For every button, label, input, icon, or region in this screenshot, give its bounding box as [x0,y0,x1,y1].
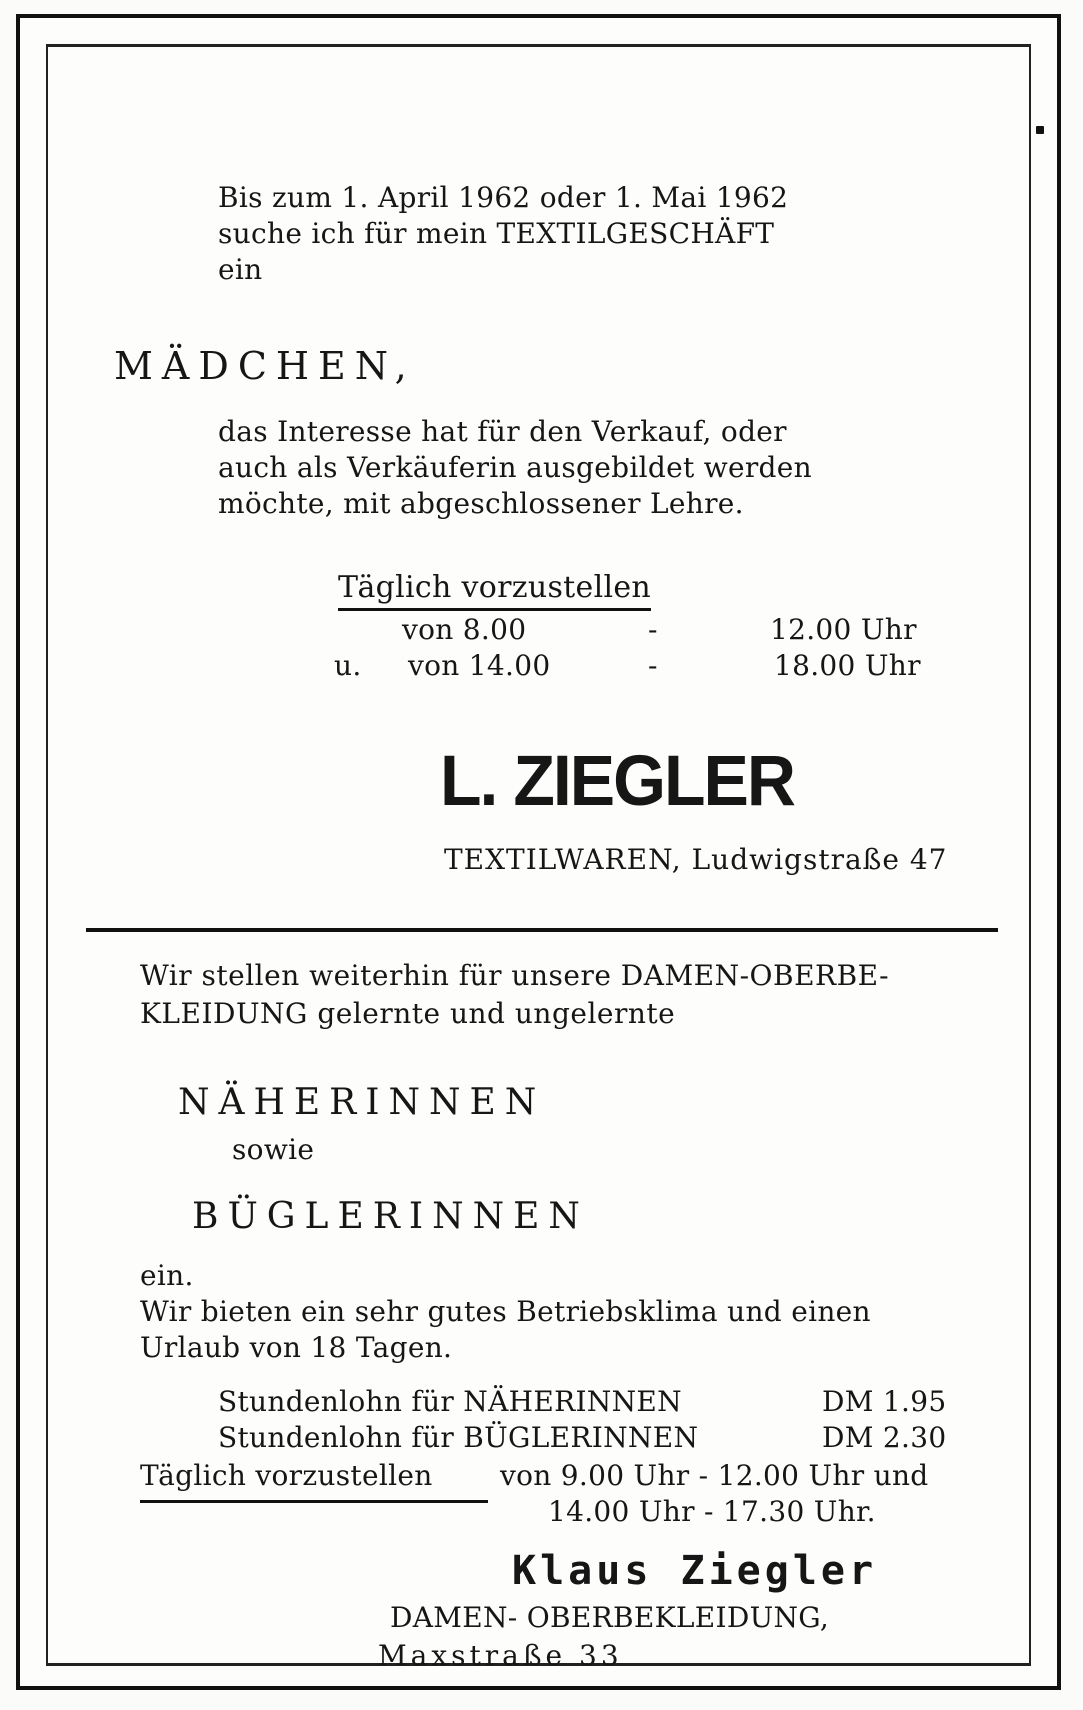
ad2-offer-line-1: ein. [140,1259,194,1292]
ad1-hours-row-2-to: 18.00 Uhr [774,649,921,682]
ad1-intro-line-3: ein [218,253,263,286]
ad2-address: Maxstraße 33 [378,1639,623,1672]
ad1-hours-row-1-to: 12.00 Uhr [770,613,917,646]
ad1-address: TEXTILWAREN, Ludwigstraße 47 [444,843,948,876]
ad1-description-line-2: auch als Verkäuferin ausgebildet werden [218,451,812,484]
ad1-hours-row-1-dash: - [648,613,658,646]
ad2-wage-2-label: Stundenlohn für BÜGLERINNEN [218,1421,699,1454]
ad2-company-name: Klaus Ziegler [512,1548,878,1594]
ad2-role-ironers: BÜGLERINNEN [192,1196,589,1237]
ad2-hours-underline [140,1500,488,1503]
ad2-offer-line-3: Urlaub von 18 Tagen. [140,1331,453,1364]
ad2-intro-line-1: Wir stellen weiterhin für unsere DAMEN-OBERBE- [140,959,890,992]
ad2-hours-line-1: von 9.00 Uhr - 12.00 Uhr und [500,1459,929,1492]
ad1-description-line-1: das Interesse hat für den Verkauf, oder [218,415,787,448]
ad1-intro-line-2: suche ich für mein TEXTILGESCHÄFT [218,217,775,250]
ad1-hours-title: Täglich vorzustellen [338,570,651,611]
ad2-intro-line-2: KLEIDUNG gelernte und ungelernte [140,997,676,1030]
ad2-hours-title: Täglich vorzustellen [140,1459,433,1492]
ad2-role-seamstresses: NÄHERINNEN [178,1082,546,1123]
ad2-wage-1-amount: DM 1.95 [822,1385,947,1418]
section-divider [86,928,998,932]
ad1-hours-row-2-prefix: u. [334,649,362,682]
ad2-wage-1-label: Stundenlohn für NÄHERINNEN [218,1385,682,1418]
print-speck [1036,126,1044,134]
ad1-hours-row-1-from: von 8.00 [402,613,527,646]
ad2-hours-line-2: 14.00 Uhr - 17.30 Uhr. [548,1495,876,1528]
ad1-description-line-3: möchte, mit abgeschlossener Lehre. [218,487,744,520]
ad1-hours-row-2-dash: - [648,649,658,682]
ad2-wage-2-amount: DM 2.30 [822,1421,947,1454]
ad2-connector: sowie [232,1133,315,1166]
ad1-company-name: L. ZIEGLER [440,741,794,821]
ad2-offer-line-2: Wir bieten ein sehr gutes Betriebsklima und einen [140,1295,871,1328]
ad1-hours-row-2-from: von 14.00 [408,649,551,682]
ad1-headline: MÄDCHEN, [114,344,416,388]
ad1-intro-line-1: Bis zum 1. April 1962 oder 1. Mai 1962 [218,181,789,214]
ad2-department: DAMEN- OBERBEKLEIDUNG, [390,1601,830,1634]
